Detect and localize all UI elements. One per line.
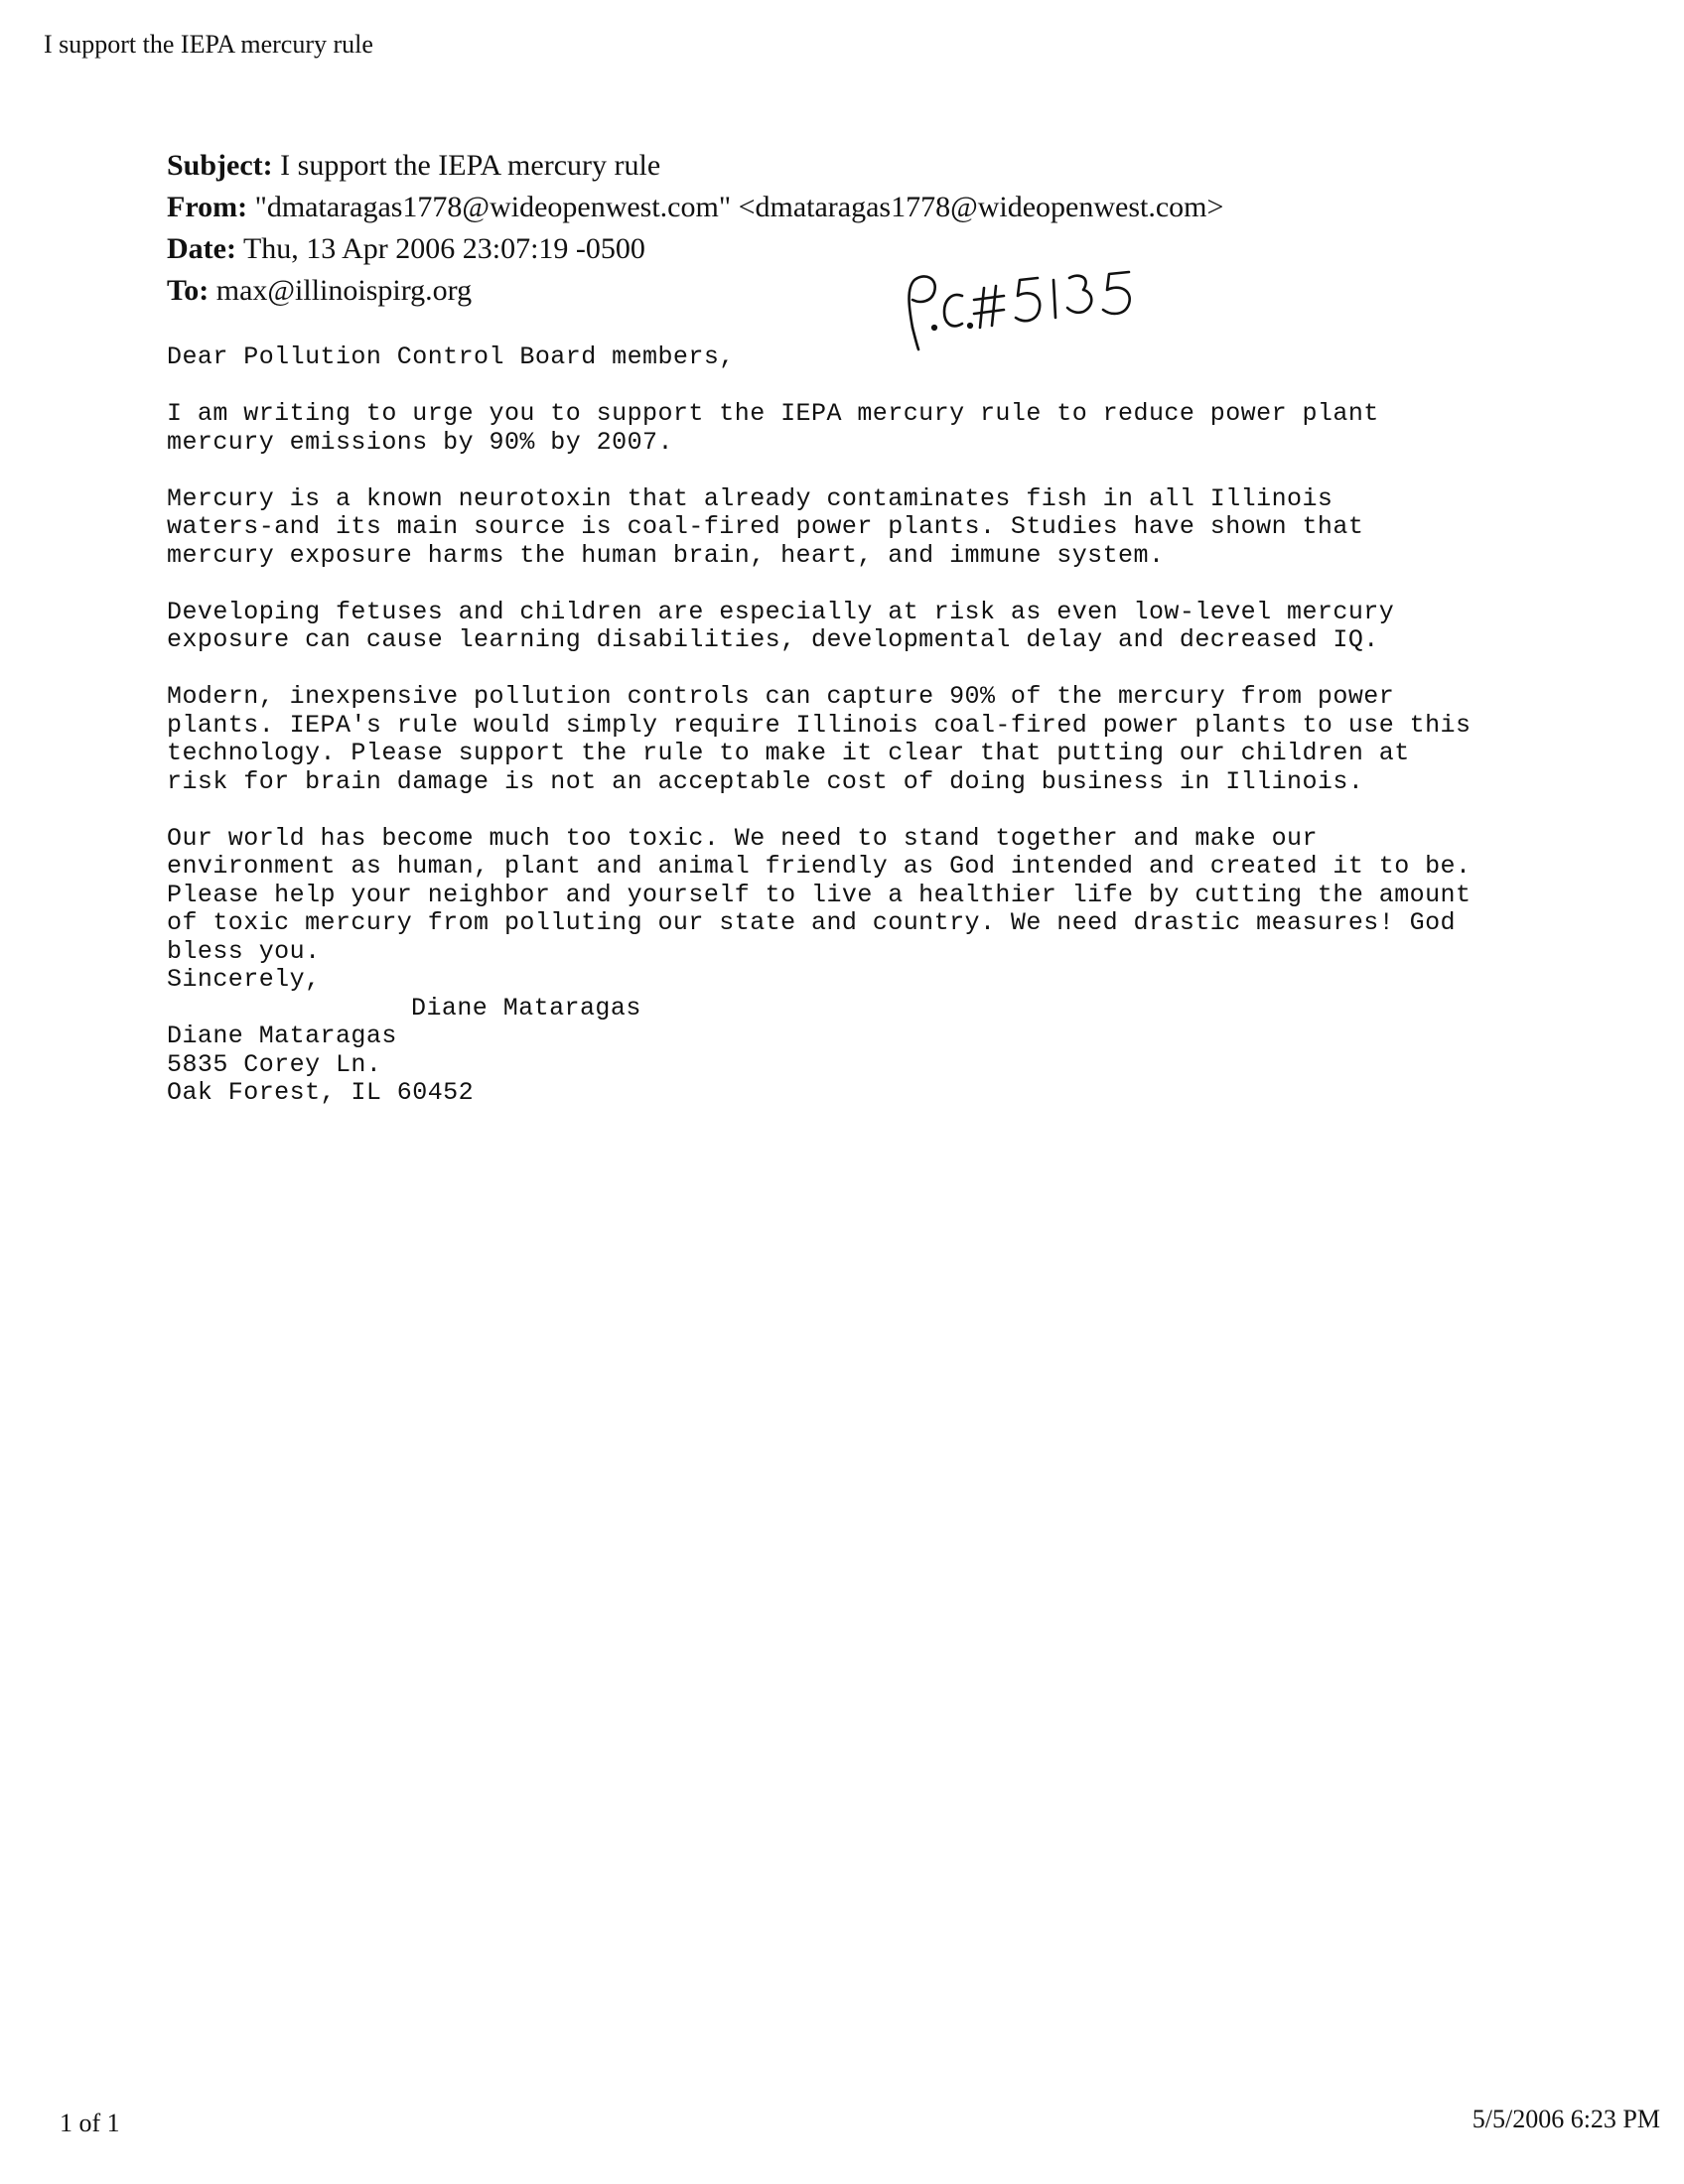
signature: Diane Mataragas xyxy=(411,993,641,1023)
closing: Sincerely, xyxy=(167,965,321,994)
to-value: max@illinoispirg.org xyxy=(215,274,473,307)
sender-address-line-1: 5835 Corey Ln. xyxy=(167,1049,382,1079)
date-label: Date: xyxy=(167,232,236,265)
subject-label: Subject: xyxy=(167,149,273,182)
body-paragraph: Our world has become much too toxic. We need to stand together and make our environment as human, plant and animal friendly as God intended and created it to be. Please help your neighbor and yourself to live a healthier life by cutting the amount of toxic mercury from polluting our state and country. We need drastic measures! God bless you. xyxy=(167,823,1472,966)
date-value: Thu, 13 Apr 2006 23:07:19 -0500 xyxy=(242,232,645,265)
page-number: 1 of 1 xyxy=(60,2109,120,2137)
email-body xyxy=(167,343,1557,1108)
subject-row xyxy=(167,145,1223,187)
from-label: From: xyxy=(167,191,248,223)
from-value: "dmataragas1778@wideopenwest.com" <dmataragas1778@wideopenwest.com> xyxy=(254,191,1224,223)
body-paragraph: Mercury is a known neurotoxin that already contaminates fish in all Illinois waters-and its main source is coal-fired power plants. Studies have shown that mercury exposure harms the human brain, heart, and immune system. xyxy=(167,483,1364,570)
body-paragraph: Modern, inexpensive pollution controls can capture 90% of the mercury from power plants. IEPA's rule would simply require Illinois coal-fired power plants to use this technology. Please support the rule to make it clear that putting our children at risk for brain damage is not an acceptable cost of doing business in Illinois. xyxy=(167,682,1472,796)
page-header-title: I support the IEPA mercury rule xyxy=(44,30,373,59)
print-timestamp: 5/5/2006 6:23 PM xyxy=(1472,2105,1660,2133)
sender-address-line-2: Oak Forest, IL 60452 xyxy=(167,1078,475,1107)
subject-value: I support the IEPA mercury rule xyxy=(280,149,661,182)
to-label: To: xyxy=(167,274,210,307)
from-row xyxy=(167,187,1223,228)
greeting: Dear Pollution Control Board members, xyxy=(167,342,735,371)
sender-name: Diane Mataragas xyxy=(167,1022,397,1050)
body-paragraph: I am writing to urge you to support the IEPA mercury rule to reduce power plant mercury emissions by 90% by 2007. xyxy=(167,399,1379,457)
handwritten-pc-stamp xyxy=(899,266,1157,355)
date-row xyxy=(167,228,1223,270)
body-paragraph: Developing fetuses and children are especially at risk as even low-level mercury exposure can cause learning disabilities, developmental delay and decreased IQ. xyxy=(167,597,1395,654)
